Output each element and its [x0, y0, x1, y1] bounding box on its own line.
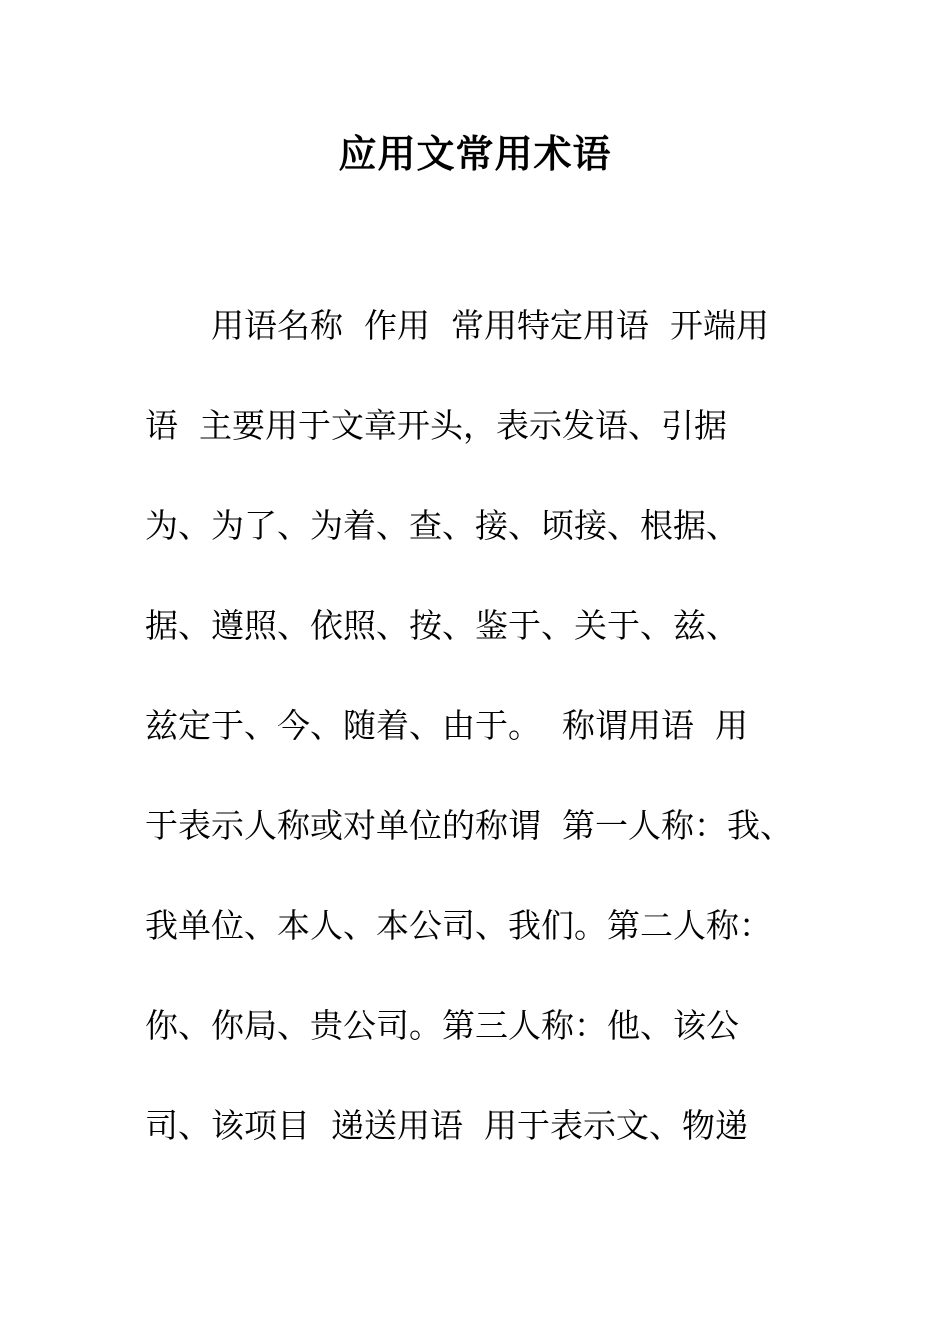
document-body: [145, 300, 825, 1200]
text-line-3: 为、为了、为着、查、接、顷接、根据、: [145, 506, 739, 545]
text-line-5: 兹定于、今、随着、由于。 称谓用语 用: [145, 706, 748, 745]
document-title: 应用文常用术语: [338, 131, 612, 176]
text-line-1: 用语名称 作用 常用特定用语 开端用: [145, 306, 769, 345]
text-line-6: 于表示人称或对单位的称谓 第一人称：我、: [145, 806, 793, 845]
text-line-2: 语 主要用于文章开头，表示发语、引据: [145, 406, 727, 445]
text-line-7: 我单位、本人、本公司、我们。第二人称：: [145, 906, 772, 945]
text-line-8: 你、你局、贵公司。第三人称：他、该公: [145, 1006, 739, 1045]
text-line-4: 据、遵照、依照、按、鉴于、关于、兹、: [145, 606, 739, 645]
text-line-9: 司、该项目 递送用语 用于表示文、物递: [145, 1106, 748, 1145]
